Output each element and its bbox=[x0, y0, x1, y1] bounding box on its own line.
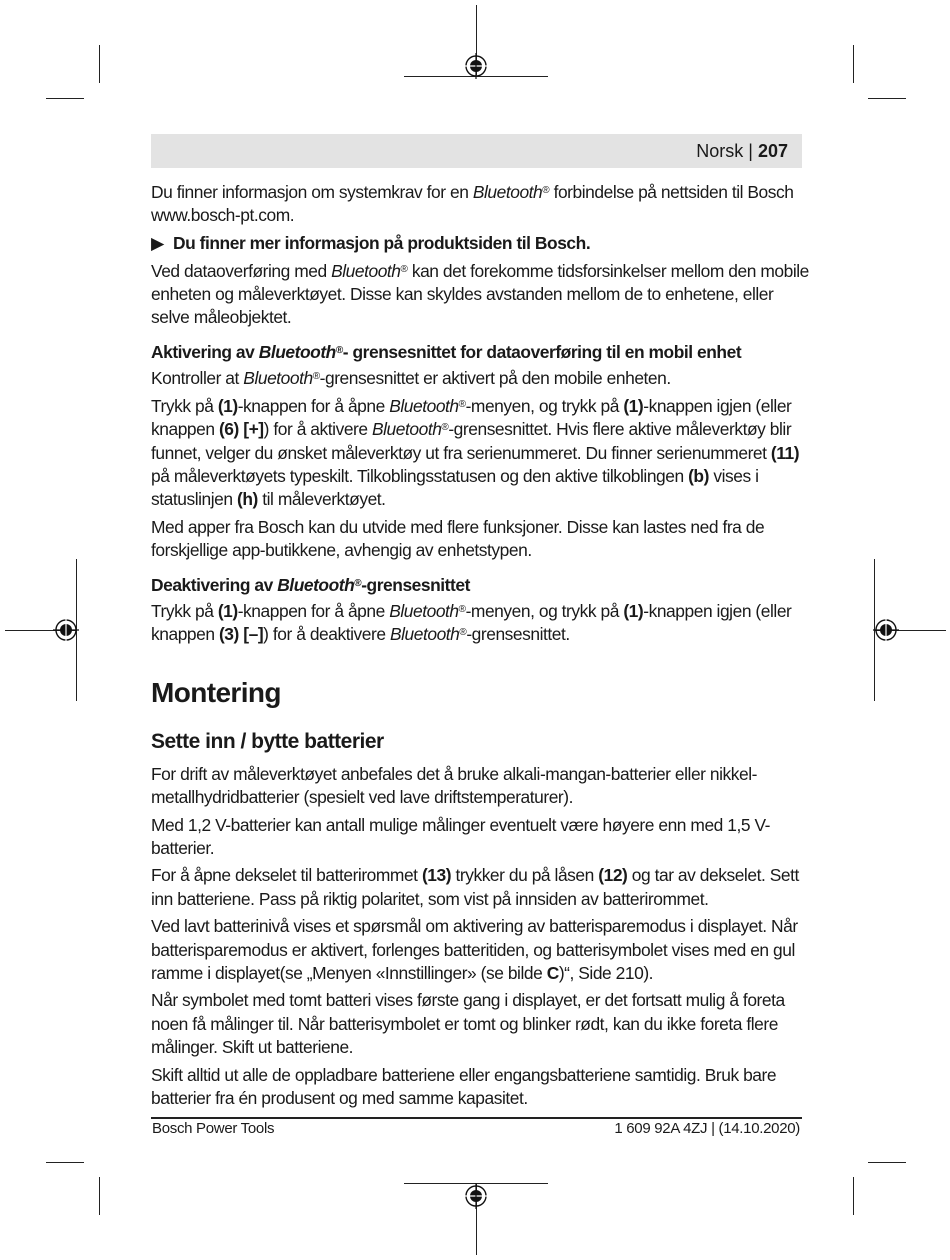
paragraph: Ved lavt batterinivå vises et spørsmål om aktivering av batterisparemodus i displayet. Når batterisparemodus er aktivert, forlenges batteritiden, og batterisymbolet vises med en gul ramme i displayet(se „Menyen «Innstillinger» (se bilde C)“, Side 210). bbox=[151, 916, 798, 983]
footer-publisher: Bosch Power Tools bbox=[152, 1120, 275, 1137]
bullet-note: ▶ Du finner mer informasjon på produktsiden til Bosch. bbox=[151, 232, 811, 255]
registration-mark-icon bbox=[53, 617, 79, 643]
section-heading-deactivation: Deaktivering av Bluetooth®-grensesnittet bbox=[151, 575, 470, 596]
paragraph: Med 1,2 V-batterier kan antall mulige målinger eventuelt være høyere enn med 1,5 V-batterier. bbox=[151, 814, 771, 858]
paragraph: Trykk på (1)-knappen for å åpne Bluetooth®-menyen, og trykk på (1)-knappen igjen (eller knappen (6) [+]) for å aktivere Bluetooth®-grensesnittet. Hvis flere aktive måleverktøy blir funnet, velger du ønsket måleverktøy ut fra serienummeret. Du finner serienummeret (11) på måleverktøyets typeskilt. Tilkoblingsstatusen og den aktive tilkoblingen (b) vises i statuslinjen (h) til måleverktøyet. bbox=[151, 396, 800, 509]
paragraph: Med apper fra Bosch kan du utvide med flere funksjoner. Disse kan lastes ned fra de forskjellige app-butikkene, avhengig av enhetstypen. bbox=[151, 516, 765, 560]
section-heading-activation: Aktivering av Bluetooth®- grensesnittet for dataoverføring til en mobil enhet bbox=[151, 342, 742, 363]
triangle-bullet-icon: ▶ bbox=[151, 232, 164, 253]
paragraph: For drift av måleverktøyet anbefales det å bruke alkali-mangan-batterier eller nikkel-metallhydridbatterier (spesielt ved lave driftstemperaturer). bbox=[151, 763, 758, 807]
paragraph: Kontroller at Bluetooth®-grensesnittet er aktivert på den mobile enheten. bbox=[151, 368, 671, 389]
page-header bbox=[151, 134, 802, 168]
paragraph: Når symbolet med tomt batteri vises første gang i displayet, er det fortsatt mulig å foreta noen få målinger til. Når batterisymbolet er tomt og blinker rødt, kan du ikke foreta flere målinger. Skift ut batteriene. bbox=[151, 990, 785, 1057]
paragraph: Du finner informasjon om systemkrav for en Bluetooth® forbindelse på nettsiden til Bosch www.bosch-pt.com. bbox=[151, 182, 794, 226]
registration-mark-icon bbox=[463, 53, 489, 79]
footer-document-id: 1 609 92A 4ZJ | (14.10.2020) bbox=[614, 1120, 800, 1137]
page-number: 207 bbox=[757, 141, 788, 161]
subsection-heading: Sette inn / bytte batterier bbox=[151, 729, 384, 753]
footer-divider bbox=[151, 1117, 802, 1119]
page-content bbox=[151, 181, 811, 1115]
paragraph: Skift alltid ut alle de oppladbare batteriene eller engangsbatteriene samtidig. Bruk bare batterier fra én produsent og med samme kapasitet. bbox=[151, 1064, 777, 1108]
paragraph: Trykk på (1)-knappen for å åpne Bluetooth®-menyen, og trykk på (1)-knappen igjen (eller knappen (3) [–]) for å deaktivere Bluetooth®-grensesnittet. bbox=[151, 601, 792, 645]
header-label bbox=[696, 141, 788, 162]
paragraph: For å åpne dekselet til batterirommet (13) trykker du på låsen (12) og tar av dekselet. Sett inn batteriene. Pass på riktig polaritet, som vist på innsiden av batterirommet. bbox=[151, 865, 799, 909]
header-section: Norsk bbox=[696, 141, 744, 161]
paragraph: Ved dataoverføring med Bluetooth® kan det forekomme tidsforsinkelser mellom den mobile enheten og måleverktøyet. Disse kan skyldes avstanden mellom de to enhetene, eller selve måleobjektet. bbox=[151, 260, 809, 328]
registration-mark-icon bbox=[873, 617, 899, 643]
header-separator: | bbox=[743, 141, 758, 161]
registration-mark-icon bbox=[463, 1183, 489, 1209]
chapter-heading: Montering bbox=[151, 676, 281, 708]
